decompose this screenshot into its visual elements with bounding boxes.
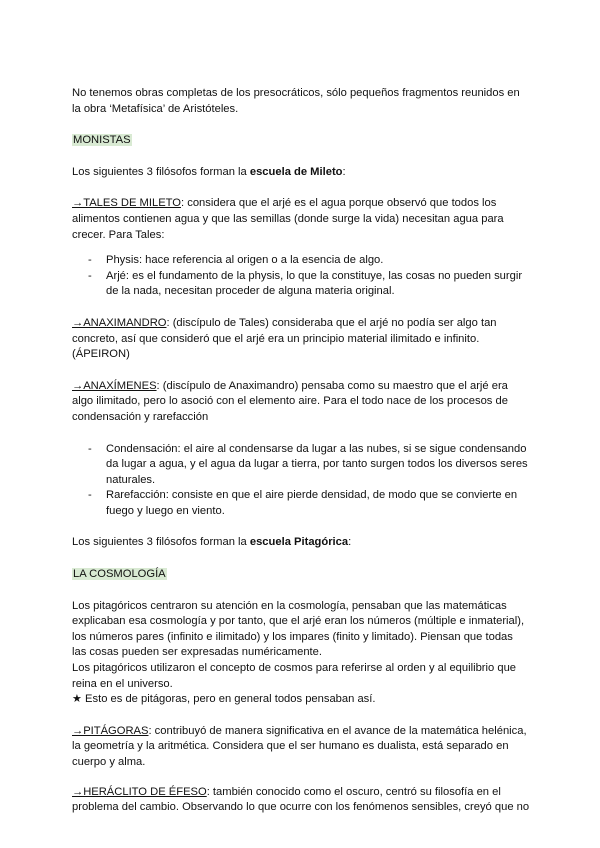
pitagorica-intro — [72, 535, 530, 551]
heraclito-name: →HERÁCLITO DE ÉFESO — [72, 785, 207, 798]
tales-paragraph — [72, 196, 530, 243]
pitagorica-bold: escuela Pitagórica — [249, 536, 349, 549]
anaximandro-paragraph — [72, 316, 530, 363]
cosmologia-note — [72, 692, 530, 708]
heraclito-text: : también conocido como el oscuro, centró su filosofía en el problema del cambio. Observando lo que ocurre con los fenómenos sensibles, creyó que no — [72, 785, 530, 814]
mileto-bold: escuela de Mileto — [249, 165, 343, 178]
cosmologia-paragraph-1: Los pitagóricos centraron su atención en la cosmología, pensaban que las matemáticas explicaban esa cosmología y por tanto, que el arjé eran los números (múltiple e inmaterial), los números pares (infinito e ilimitado) y los impares (finito y limitado). Piensan que todas las cosas pueden ser expresadas numéricamente. — [72, 599, 525, 659]
star-icon: ★ — [72, 693, 83, 706]
tales-list — [72, 253, 530, 300]
heading-highlight: LA COSMOLOGÍA — [73, 568, 166, 581]
mileto-prefix: Los siguientes 3 filósofos forman la — [72, 165, 250, 178]
tales-text: : considera que el arjé es el agua porque observó que todos los alimentos contienen agua y que las semillas (donde surge la vida) necesitan agua para crecer. Para Tales: — [72, 197, 504, 241]
anaximenes-paragraph — [72, 379, 530, 426]
list-item: - Condensación: el aire al condensarse da lugar a las nubes, si se sigue condensando da lugar a agua, y el agua da lugar a tierra, por tanto surgen todos los diversos seres naturales. — [106, 442, 530, 489]
pitagoras-text: : contribuyó de manera significativa en el avance de la matemática helénica, la geometría y la aritmética. Considera que el ser humano es dualista, está separado en cuerpo y alma. — [72, 724, 527, 768]
section-heading-cosmologia — [72, 567, 530, 583]
pitagoras-paragraph — [72, 724, 530, 771]
anaximenes-list — [72, 442, 530, 520]
cosmologia-note-text: Esto es de pitágoras, pero en general todos pensaban así. — [85, 693, 376, 706]
mileto-intro — [72, 165, 530, 181]
list-item: - Physis: hace referencia al origen o a la esencia de algo. — [106, 253, 530, 269]
tales-name: →TALES DE MILETO — [72, 197, 182, 210]
list-item: - Arjé: es el fundamento de la physis, lo que la constituye, las cosas no pueden surgir de la nada, necesitan proceder de alguna materia original. — [106, 269, 530, 300]
cosmologia-paragraph-2: Los pitagóricos utilizaron el concepto de cosmos para referirse al orden y al equilibrio que reina en el universo. — [72, 662, 517, 690]
heraclito-paragraph — [72, 785, 530, 816]
mileto-suffix: : — [342, 165, 346, 178]
anaximenes-text: : (discípulo de Anaximandro) pensaba como su maestro que el arjé era algo ilimitado, pero lo asoció con el elemento aire. Para el todo nace de los procesos de condensación y rarefacción — [72, 379, 508, 423]
anaximenes-name: →ANAXÍMENES — [72, 379, 157, 392]
pitagoras-name: →PITÁGORAS — [72, 724, 149, 737]
list-item: - Rarefacción: consiste en que el aire pierde densidad, de modo que se convierte en fuego y luego en viento. — [106, 488, 530, 519]
pitagorica-prefix: Los siguientes 3 filósofos forman la — [72, 536, 250, 549]
pitagorica-suffix: : — [348, 536, 352, 549]
heading-highlight: MONISTAS — [73, 134, 131, 147]
anaximandro-name: →ANAXIMANDRO — [72, 316, 167, 329]
anaximandro-text: : (discípulo de Tales) consideraba que el arjé no podía ser algo tan concreto, así que consideró que el arjé era un principio material ilimitado e infinito. (ÁPEIRON) — [72, 316, 497, 361]
intro-paragraph: No tenemos obras completas de los presocráticos, sólo pequeños fragmentos reunidos en la obra ‘Metafísica’ de Aristóteles. — [72, 87, 520, 115]
section-heading-monistas — [72, 133, 530, 149]
